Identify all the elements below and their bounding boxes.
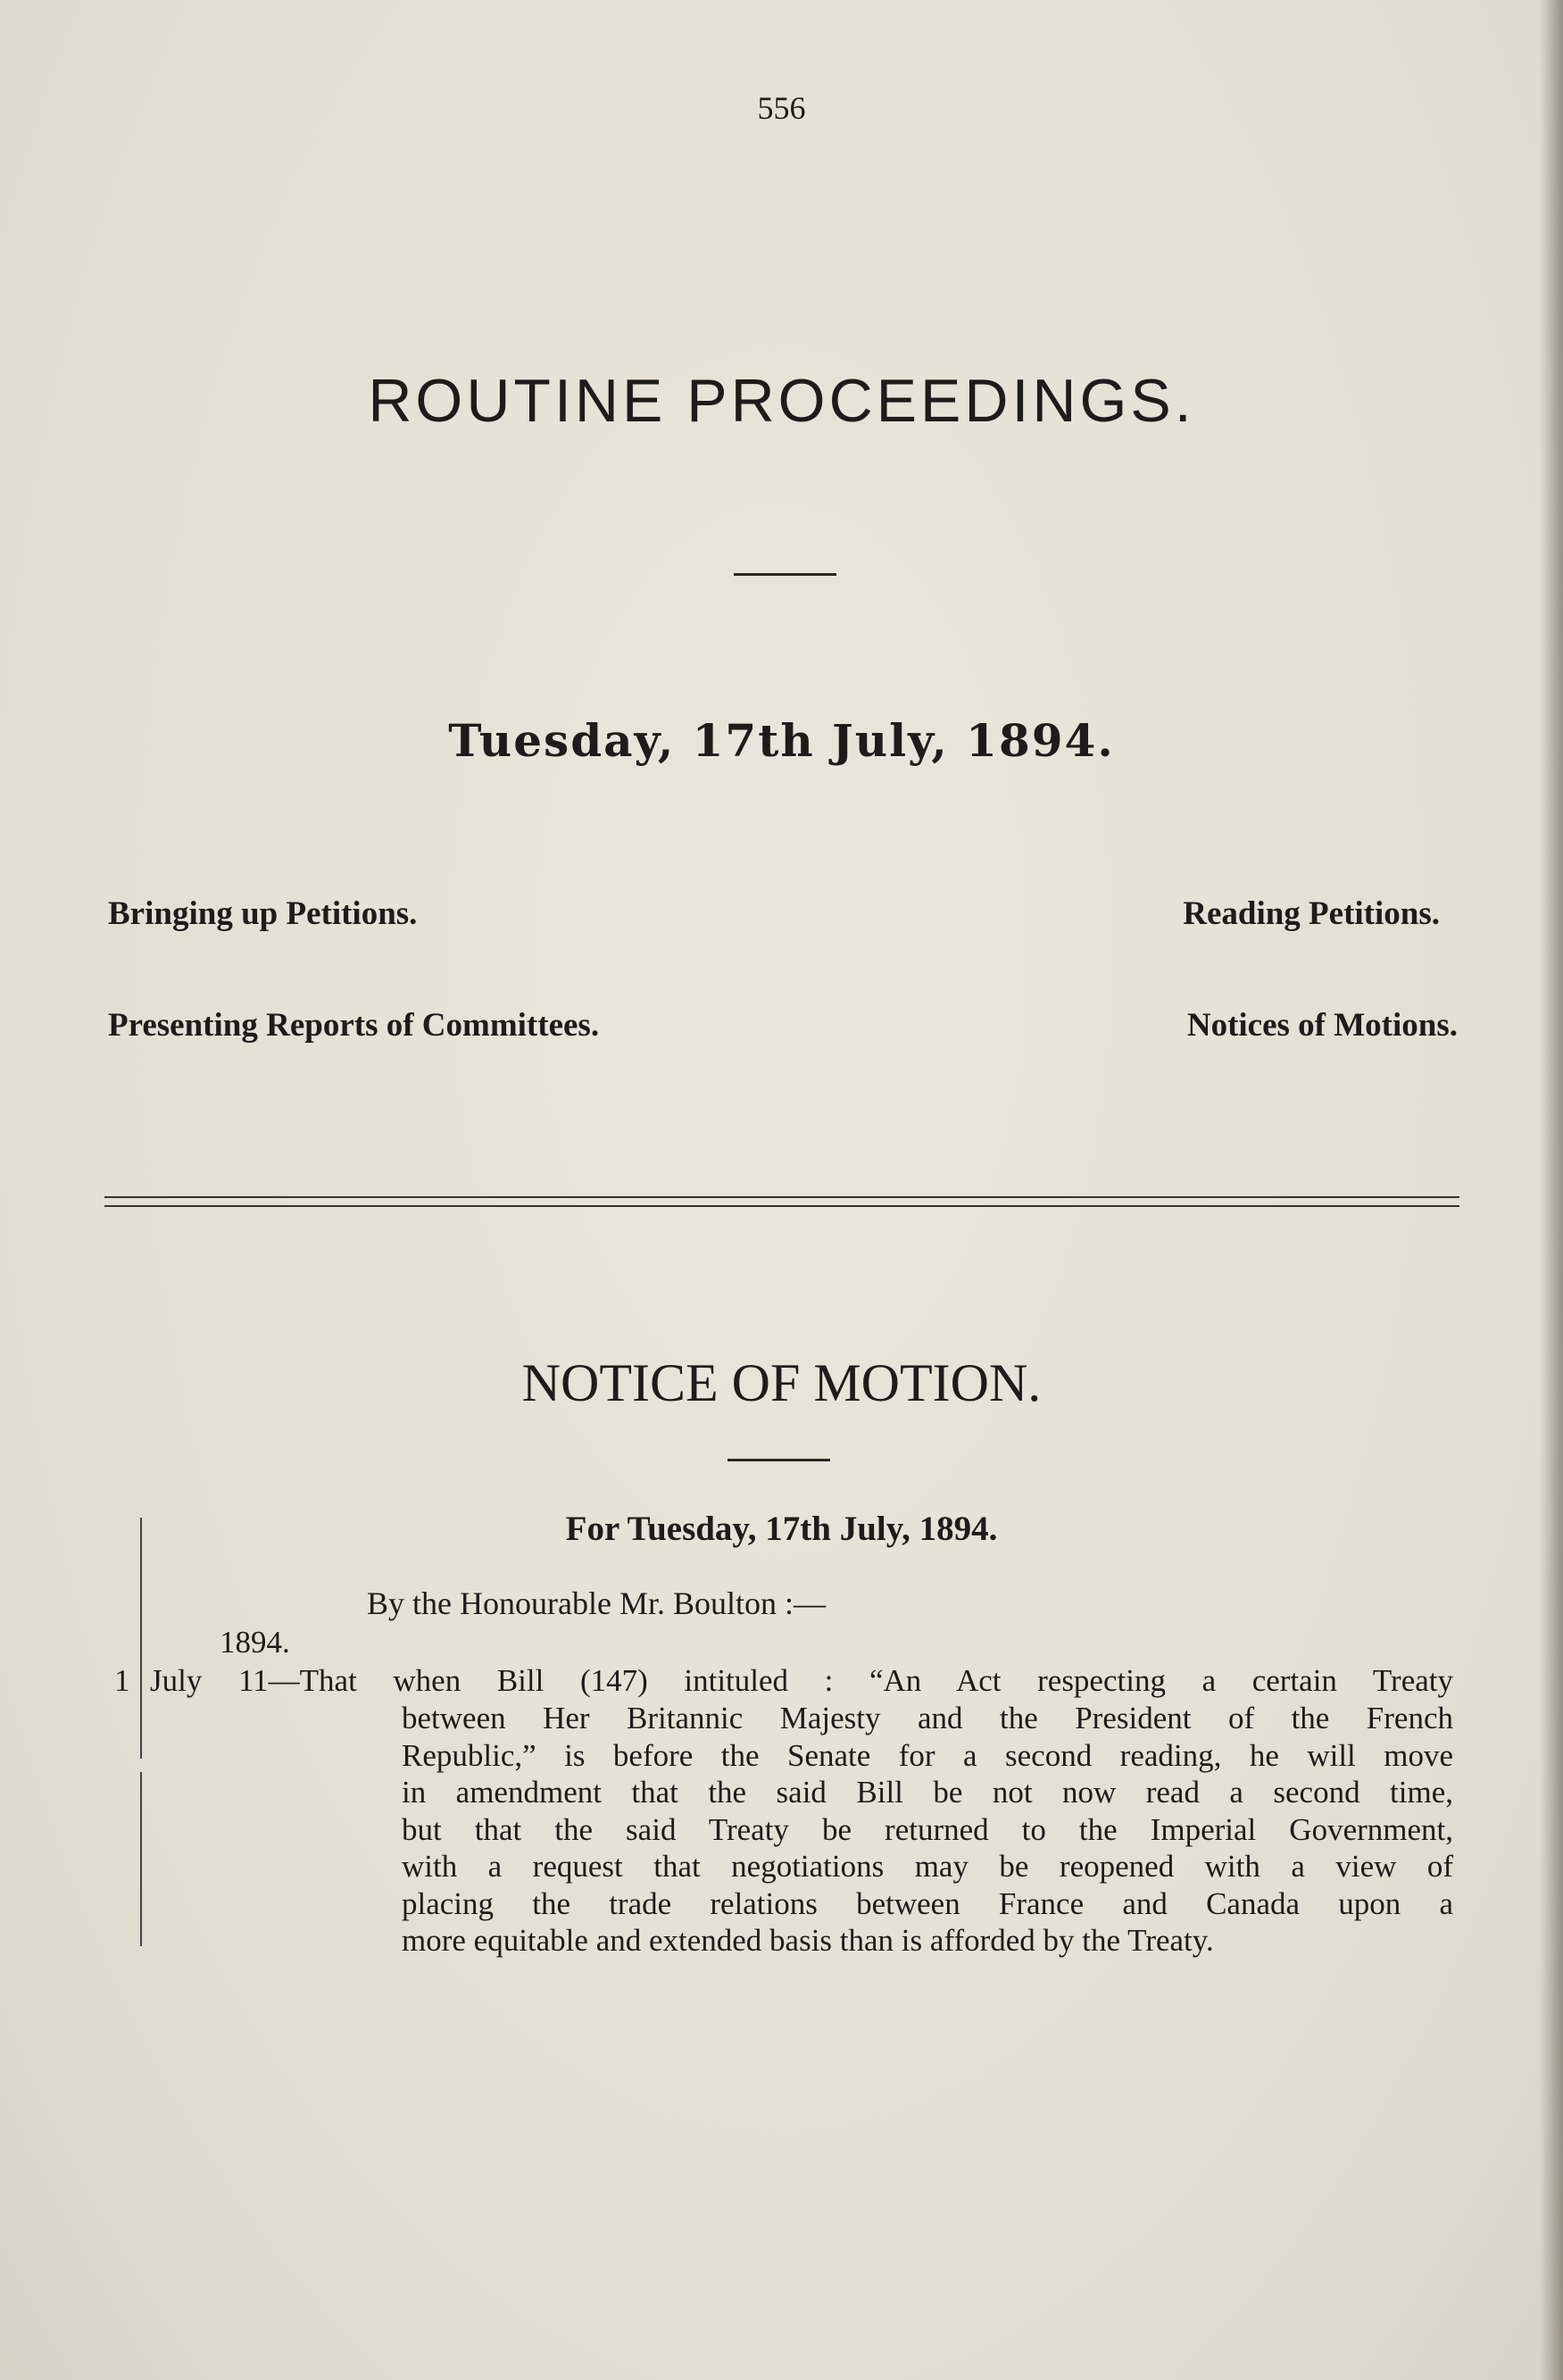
motion-line: placing the trade relations between France and Canada upon a bbox=[402, 1885, 1453, 1921]
title-divider bbox=[734, 573, 836, 576]
motion-line: with a request that negotiations may be reopened with a view of bbox=[402, 1849, 1453, 1884]
item-notices-of-motions: Notices of Motions. bbox=[1186, 1007, 1458, 1044]
page-edge-shadow bbox=[1540, 0, 1563, 2380]
motion-number: 1 bbox=[114, 1663, 130, 1698]
item-reading-petitions: Reading Petitions. bbox=[1183, 895, 1440, 932]
margin-rule-lower bbox=[140, 1772, 142, 1946]
motion-text bbox=[402, 1700, 1453, 1960]
page-title: ROUTINE PROCEEDINGS. bbox=[368, 367, 1195, 435]
mover-line: By the Honourable Mr. Boulton :— bbox=[367, 1585, 826, 1621]
motion-line: more equitable and extended basis than is afforded by the Treaty. bbox=[402, 1923, 1214, 1958]
item-bringing-up-petitions: Bringing up Petitions. bbox=[108, 895, 418, 932]
motion-first-line: July 11—That when Bill (147) intituled : “An Act respecting a certain Treaty bbox=[150, 1663, 1453, 1698]
item-presenting-reports: Presenting Reports of Committees. bbox=[108, 1007, 600, 1044]
motion-line: Republic,” is before the Senate for a second reading, he will move bbox=[402, 1737, 1453, 1773]
proceedings-date: Tuesday, 17th July, 1894. bbox=[448, 714, 1115, 767]
motion-line: between Her Britannic Majesty and the President of the French bbox=[402, 1701, 1453, 1735]
page-number: 556 bbox=[757, 90, 806, 126]
notice-heading: NOTICE OF MOTION. bbox=[521, 1353, 1042, 1412]
motion-line: in amendment that the said Bill be not now read a second time, bbox=[402, 1775, 1453, 1810]
section-double-rule bbox=[104, 1196, 1459, 1207]
notice-divider bbox=[727, 1459, 830, 1461]
motion-line: but that the said Treaty be returned to the Imperial Government, bbox=[402, 1811, 1453, 1847]
margin-rule-upper bbox=[140, 1518, 142, 1759]
notice-date: For Tuesday, 17th July, 1894. bbox=[565, 1510, 998, 1548]
notice-year: 1894. bbox=[220, 1625, 290, 1660]
